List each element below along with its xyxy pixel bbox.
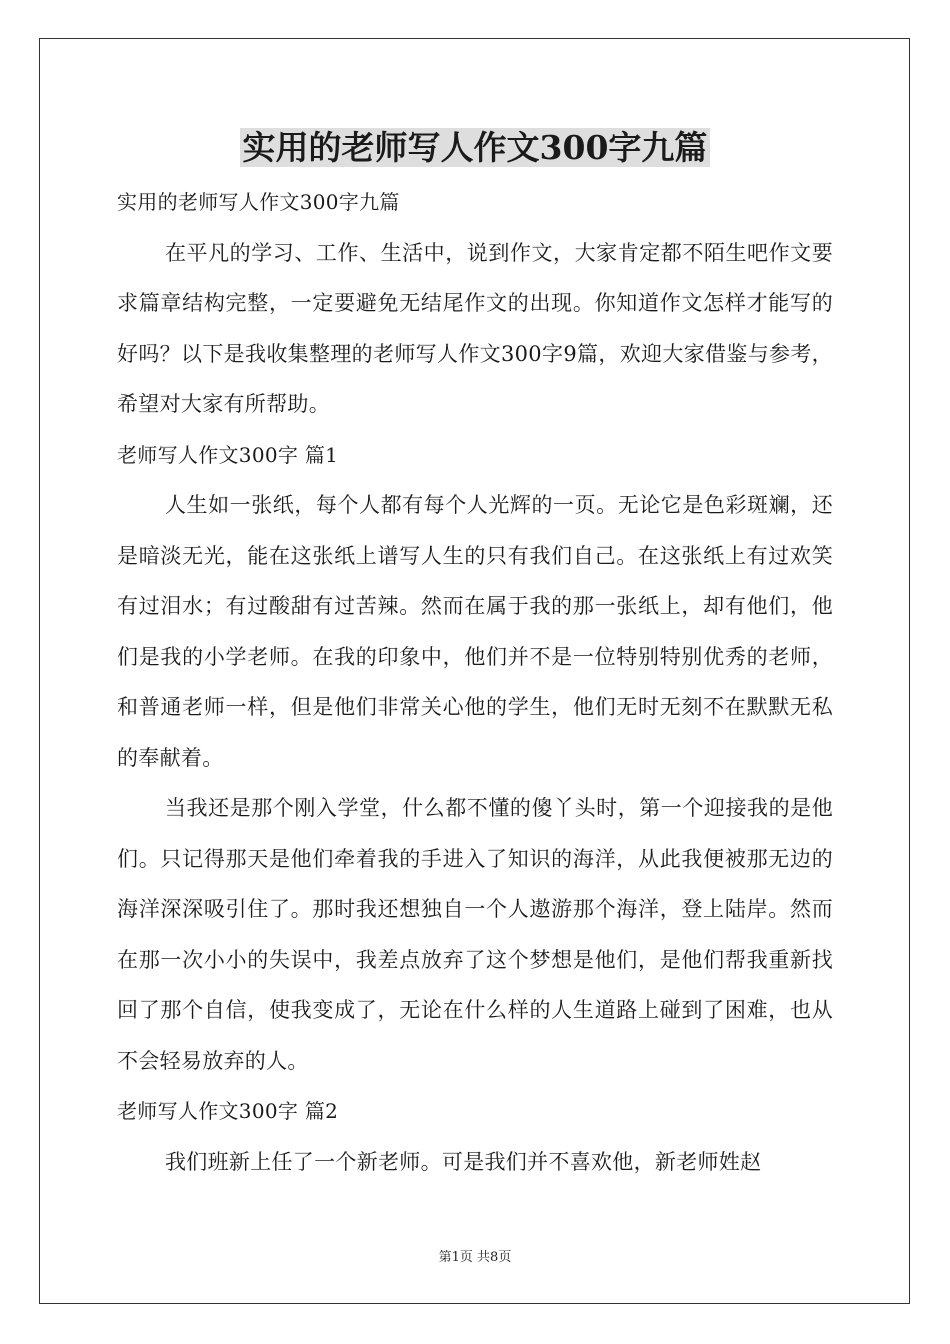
section-2-paragraph-1: 我们班新上任了一个新老师。可是我们并不喜欢他，新老师姓赵 xyxy=(165,1149,762,1174)
section-heading-2: 老师写人作文300字 篇2 xyxy=(117,1099,339,1123)
section-heading-1: 老师写人作文300字 篇1 xyxy=(117,442,339,467)
document-subtitle: 实用的老师写人作文300字九篇 xyxy=(117,190,400,214)
section-1-paragraph-2: 当我还是那个刚入学堂，什么都不懂的傻丫头时，第一个迎接我的是他们。只记得那天是他们牵着我的手进入了知识的海洋，从此我便被那无边的海洋深深吸引住了。那时我还想独自一个人遨游那个海洋，登上陆岸。然而在那一次小小的失误中，我差点放弃了这个梦想是他们，是他们帮我重新找回了那个自信，使我变成了，无论在什么样的人生道路上碰到了困难，也从不会轻易放弃的人。 xyxy=(117,796,833,1073)
document-title-text: 实用的老师写人作文300字九篇 xyxy=(240,128,711,167)
document-title xyxy=(0,122,950,174)
document-body xyxy=(117,177,833,1187)
intro-paragraph: 在平凡的学习、工作、生活中，说到作文，大家肯定都不陌生吧作文要求篇章结构完整，一定要避免无结尾作文的出现。你知道作文怎样才能写的好吗？以下是我收集整理的老师写人作文300字9篇，欢迎大家借鉴与参考，希望对大家有所帮助。 xyxy=(117,240,833,416)
section-1-paragraph-1: 人生如一张纸，每个人都有每个人光辉的一页。无论它是色彩斑斓，还是暗淡无光，能在这张纸上谱写人生的只有我们自己。在这张纸上有过欢笑有过泪水；有过酸甜有过苦辣。然而在属于我的那一张纸上，却有他们，他们是我的小学老师。在我的印象中，他们并不是一位特别特别优秀的老师，和普通老师一样，但是他们非常关心他的学生，他们无时无刻不在默默无私的奉献着。 xyxy=(117,493,833,770)
page-footer xyxy=(0,1248,950,1268)
page-number: 第1页 共8页 xyxy=(438,1250,512,1265)
